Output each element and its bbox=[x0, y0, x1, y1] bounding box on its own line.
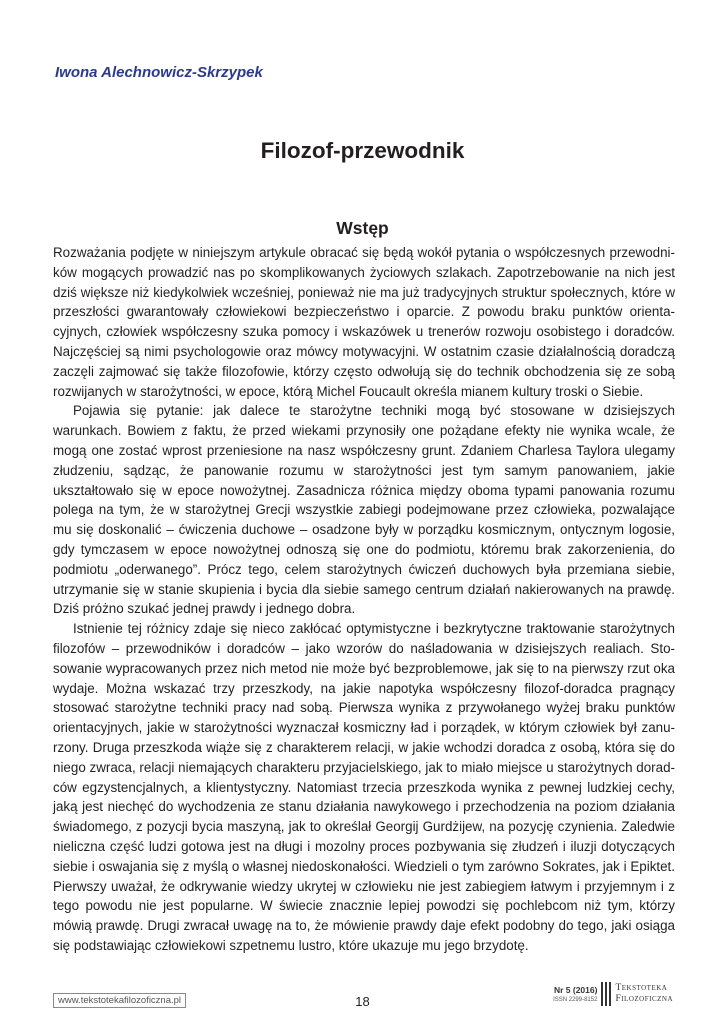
issue-number: Nr 5 (2016) bbox=[553, 985, 598, 995]
author-name: Iwona Alechnowicz-Skrzypek bbox=[55, 64, 263, 81]
journal-name-line-2: Filozoficzna bbox=[615, 994, 673, 1004]
article-title: Filozof-przewodnik bbox=[260, 138, 465, 163]
paragraph-3: Istnienie tej różnicy zdaje się nieco zakłócać optymistyczne i bezkrytyczne traktowanie starożytnych filozofów – przewodników i doradców – jako wzorów do naśladowania w dzisiejszych realiach. Stosowanie wypracowanych przez nich metod nie może być bezproblemowe, jak się to na pierwszy rzut oka wydaje. Można wskazać trzy przeszkody, na jakie napotyka współczesny filozof-doradca pragnący stosować starożytne techniki pracy nad sobą. Pierwsza wynika z przywołanego wyżej braku punktów orientacyjnych, jakie w starożytności wyznaczał kosmiczny ład i porządek, w którym człowiek był zanurzony. Druga przeszkoda wiąże się z charakterem relacji, w jakie wchodzi doradca z osobą, która się do niego zwraca, relacji niemających charakteru przyjacielskiego, jak to miało miejsce u starożytnych doradców egzystencjalnych, a klientystyczny. Natomiast trzecia przeszkoda wynika z pewnej ludzkiej cechy, jaką jest niechęć do wychodzenia ze stanu działania nawykowego i przechodzenia na poziom działania świadomego, z pozycji bycia maszyną, jak to określał Georgij Gurdżijew, na pozycję czynienia. Zaledwie nieliczna część ludzi gotowa jest na długi i mozolny proces pozbywania się złudzeń i iluzji dotyczących siebie i oswajania się z myślą o własnej niedoskonałości. Wiedzieli o tym zarówno Sokrates, jak i Epiktet. Pierwszy uważał, że odkrywanie wiedzy ukrytej w człowieku nie jest zabiegiem łatwym i przyjemnym i z tego powodu nie jest popularne. W świecie znacznie lepiej powodzi się pochlebcom niż tym, którzy mówią prawdę. Drugi zwracał uwagę na to, że mówienie prawdy daje efekt podobny do tego, jaki osiąga się podstawiając człowiekowi szpetnemu lustro, które ukazuje mu jego brzydotę. bbox=[53, 621, 675, 953]
section-heading: Wstęp bbox=[336, 218, 389, 238]
journal-info bbox=[553, 985, 597, 1003]
issn: ISSN 2299-8152 bbox=[553, 997, 598, 1003]
footer-website-link[interactable]: www.tekstotekafilozoficzna.pl bbox=[53, 993, 186, 1008]
paragraph-1: Rozważania podjęte w niniejszym artykule obracać się będą wokół pytania o współczesnych przewodników mogących prowadzić nas po skomplikowanych życiowych szlakach. Zapotrzebowanie na nich jest dziś większe niż kiedykolwiek wcześniej, ponieważ nie ma już tradycyjnych struktur społecznych, które w przeszłości gwarantowały człowiekowi bezpieczeństwo i oparcie. Z powodu braku punktów orientacyjnych, człowiek współczesny szuka pomocy i wskazówek u trenerów rozwoju osobistego i doradców. Najczęściej są nimi psychologowie oraz mówcy motywacyjni. W ostatnim czasie działalnością doradczą zaczęli zajmować się także filozofowie, którzy często odwołują się do technik obchodzenia się ze sobą rozwijanych w starożytności, w epoce, którą Michel Foucault określa mianem kultury troski o Siebie. bbox=[53, 245, 675, 399]
three-vertical-bars-icon bbox=[601, 982, 611, 1006]
paragraph-2: Pojawia się pytanie: jak dalece te starożytne techniki mogą być stosowane w dzisiejszych warunkach. Bowiem z faktu, że przed wiekami przynosiły one pożądane efekty nie wynika wcale, że mogą one zostać wprost przeniesione na nasz współczesny grunt. Zdaniem Charlesa Taylora ulegamy złudzeniu, sądząc, że panowanie rozumu w starożytności jest tym samym panowaniem, jakie ukształtowało się w epoce nowożytnej. Zasadnicza różnica między oboma typami panowania rozumu polega na tym, że w starożytnej Grecji wszystkie zabiegi podejmowane przez człowieka, pozwalające mu się doskonalić – ćwiczenia duchowe – osadzone były w porządku kosmicznym, ontycznym logosie, gdy tymczasem w epoce nowożytnej odnoszą się one do podmiotu, któremu brak zakorzenienia, do podmiotu „oderwanego”. Prócz tego, celem starożytnych ćwiczeń duchowych była przemiana siebie, utrzymanie się w stanie skupienia i bycia dla siebie samego centrum działań nakierowanych na prawdę. Dziś próżno szukać jednej prawdy i jednego dobra. bbox=[53, 403, 675, 617]
journal-name bbox=[615, 983, 673, 1005]
page-number: 18 bbox=[355, 994, 370, 1009]
article-body bbox=[53, 243, 675, 956]
journal-name-line-1: Tekstoteka bbox=[615, 983, 668, 993]
journal-logo bbox=[553, 982, 673, 1006]
